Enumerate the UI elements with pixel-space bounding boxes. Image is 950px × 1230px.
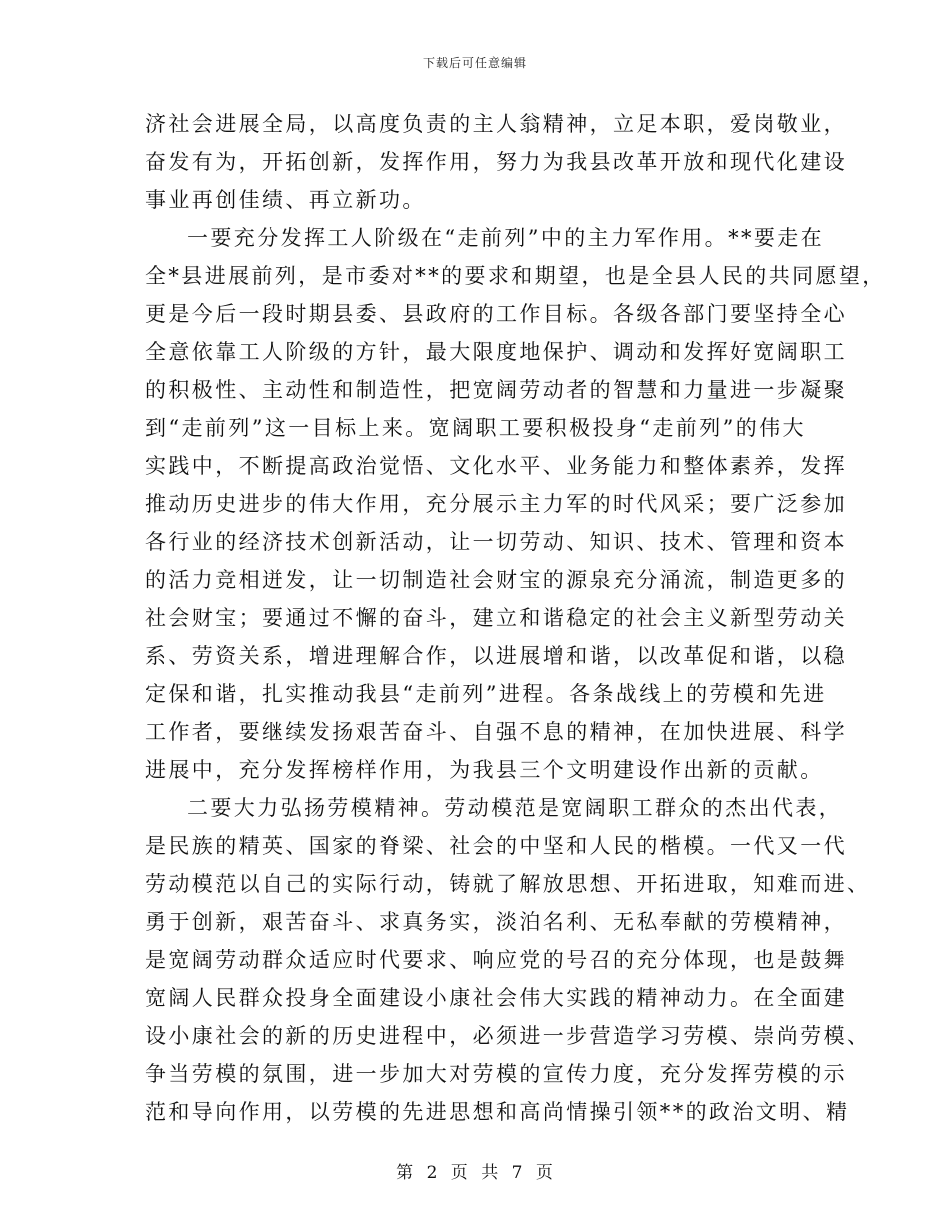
text-line: 济社会进展全局，以高度负责的主人翁精神，立足本职，爱岗敬业，: [145, 112, 847, 136]
text-line: 是民族的精英、国家的脊梁、社会的中坚和人民的楷模。一代又一代: [145, 834, 847, 858]
text-line: 更是今后一段时期县委、县政府的工作目标。各级各部门要坚持全心: [145, 302, 847, 326]
text-line: 进展中，充分发挥榜样作用，为我县三个文明建设作出新的贡献。: [145, 758, 824, 782]
text-line: 争当劳模的氛围，进一步加大对劳模的宣传力度，充分发挥劳模的示: [145, 1062, 847, 1086]
text-line: 社会财宝；要通过不懈的奋斗，建立和谐稳定的社会主义新型劳动关: [145, 606, 847, 630]
text-line: 推动历史进步的伟大作用，充分展示主力军的时代风采；要广泛参加: [145, 492, 847, 516]
text-line: 宽阔人民群众投身全面建设小康社会伟大实践的精神动力。在全面建: [145, 986, 847, 1010]
text-line: 奋发有为，开拓创新，发挥作用，努力为我县改革开放和现代化建设: [145, 150, 847, 174]
text-line: 劳动模范以自己的实际行动，铸就了解放思想、开拓进取，知难而进、: [145, 872, 871, 896]
text-line: 实践中，不断提高政治觉悟、文化水平、业务能力和整体素养，发挥: [145, 454, 847, 478]
text-line: 事业再创佳绩、再立新功。: [145, 188, 426, 212]
page-header: 下载后可任意编辑: [422, 56, 527, 70]
text-line: 全意依靠工人阶级的方针，最大限度地保护、调动和发挥好宽阔职工: [145, 340, 847, 364]
paragraph-start-line: 二要大力弘扬劳模精神。劳动模范是宽阔职工群众的杰出代表，: [187, 796, 843, 820]
paragraph-start-line: 一要充分发挥工人阶级在“走前列”中的主力军作用。**要走在: [187, 226, 825, 250]
text-line: 是宽阔劳动群众适应时代要求、响应党的号召的充分体现，也是鼓舞: [145, 948, 847, 972]
text-line: 的积极性、主动性和制造性，把宽阔劳动者的智慧和力量进一步凝聚: [145, 378, 847, 402]
text-line: 系、劳资关系，增进理解合作，以进展增和谐，以改革促和谐，以稳: [145, 644, 847, 668]
text-line: 的活力竞相迸发，让一切制造社会财宝的源泉充分涌流，制造更多的: [145, 568, 847, 592]
text-line: 设小康社会的新的历史进程中，必须进一步营造学习劳模、崇尚劳模、: [145, 1024, 871, 1048]
text-line: 各行业的经济技术创新活动，让一切劳动、知识、技术、管理和资本: [145, 530, 847, 554]
text-line: 工作者，要继续发扬艰苦奋斗、自强不息的精神，在加快进展、科学: [145, 720, 847, 744]
text-line: 勇于创新，艰苦奋斗、求真务实，淡泊名利、无私奉献的劳模精神，: [145, 910, 847, 934]
text-line: 范和导向作用，以劳模的先进思想和高尚情操引领**的政治文明、精: [145, 1100, 850, 1124]
page-number: 第 2 页 共 7 页: [396, 1163, 554, 1183]
text-line: 全*县进展前列，是市委对**的要求和期望，也是全县人民的共同愿望，: [145, 264, 886, 288]
text-line: 定保和谐，扎实推动我县“走前列”进程。各条战线上的劳模和先进: [145, 682, 827, 706]
text-line: 到“走前列”这一目标上来。宽阔职工要积极投身“走前列”的伟大: [145, 416, 806, 440]
